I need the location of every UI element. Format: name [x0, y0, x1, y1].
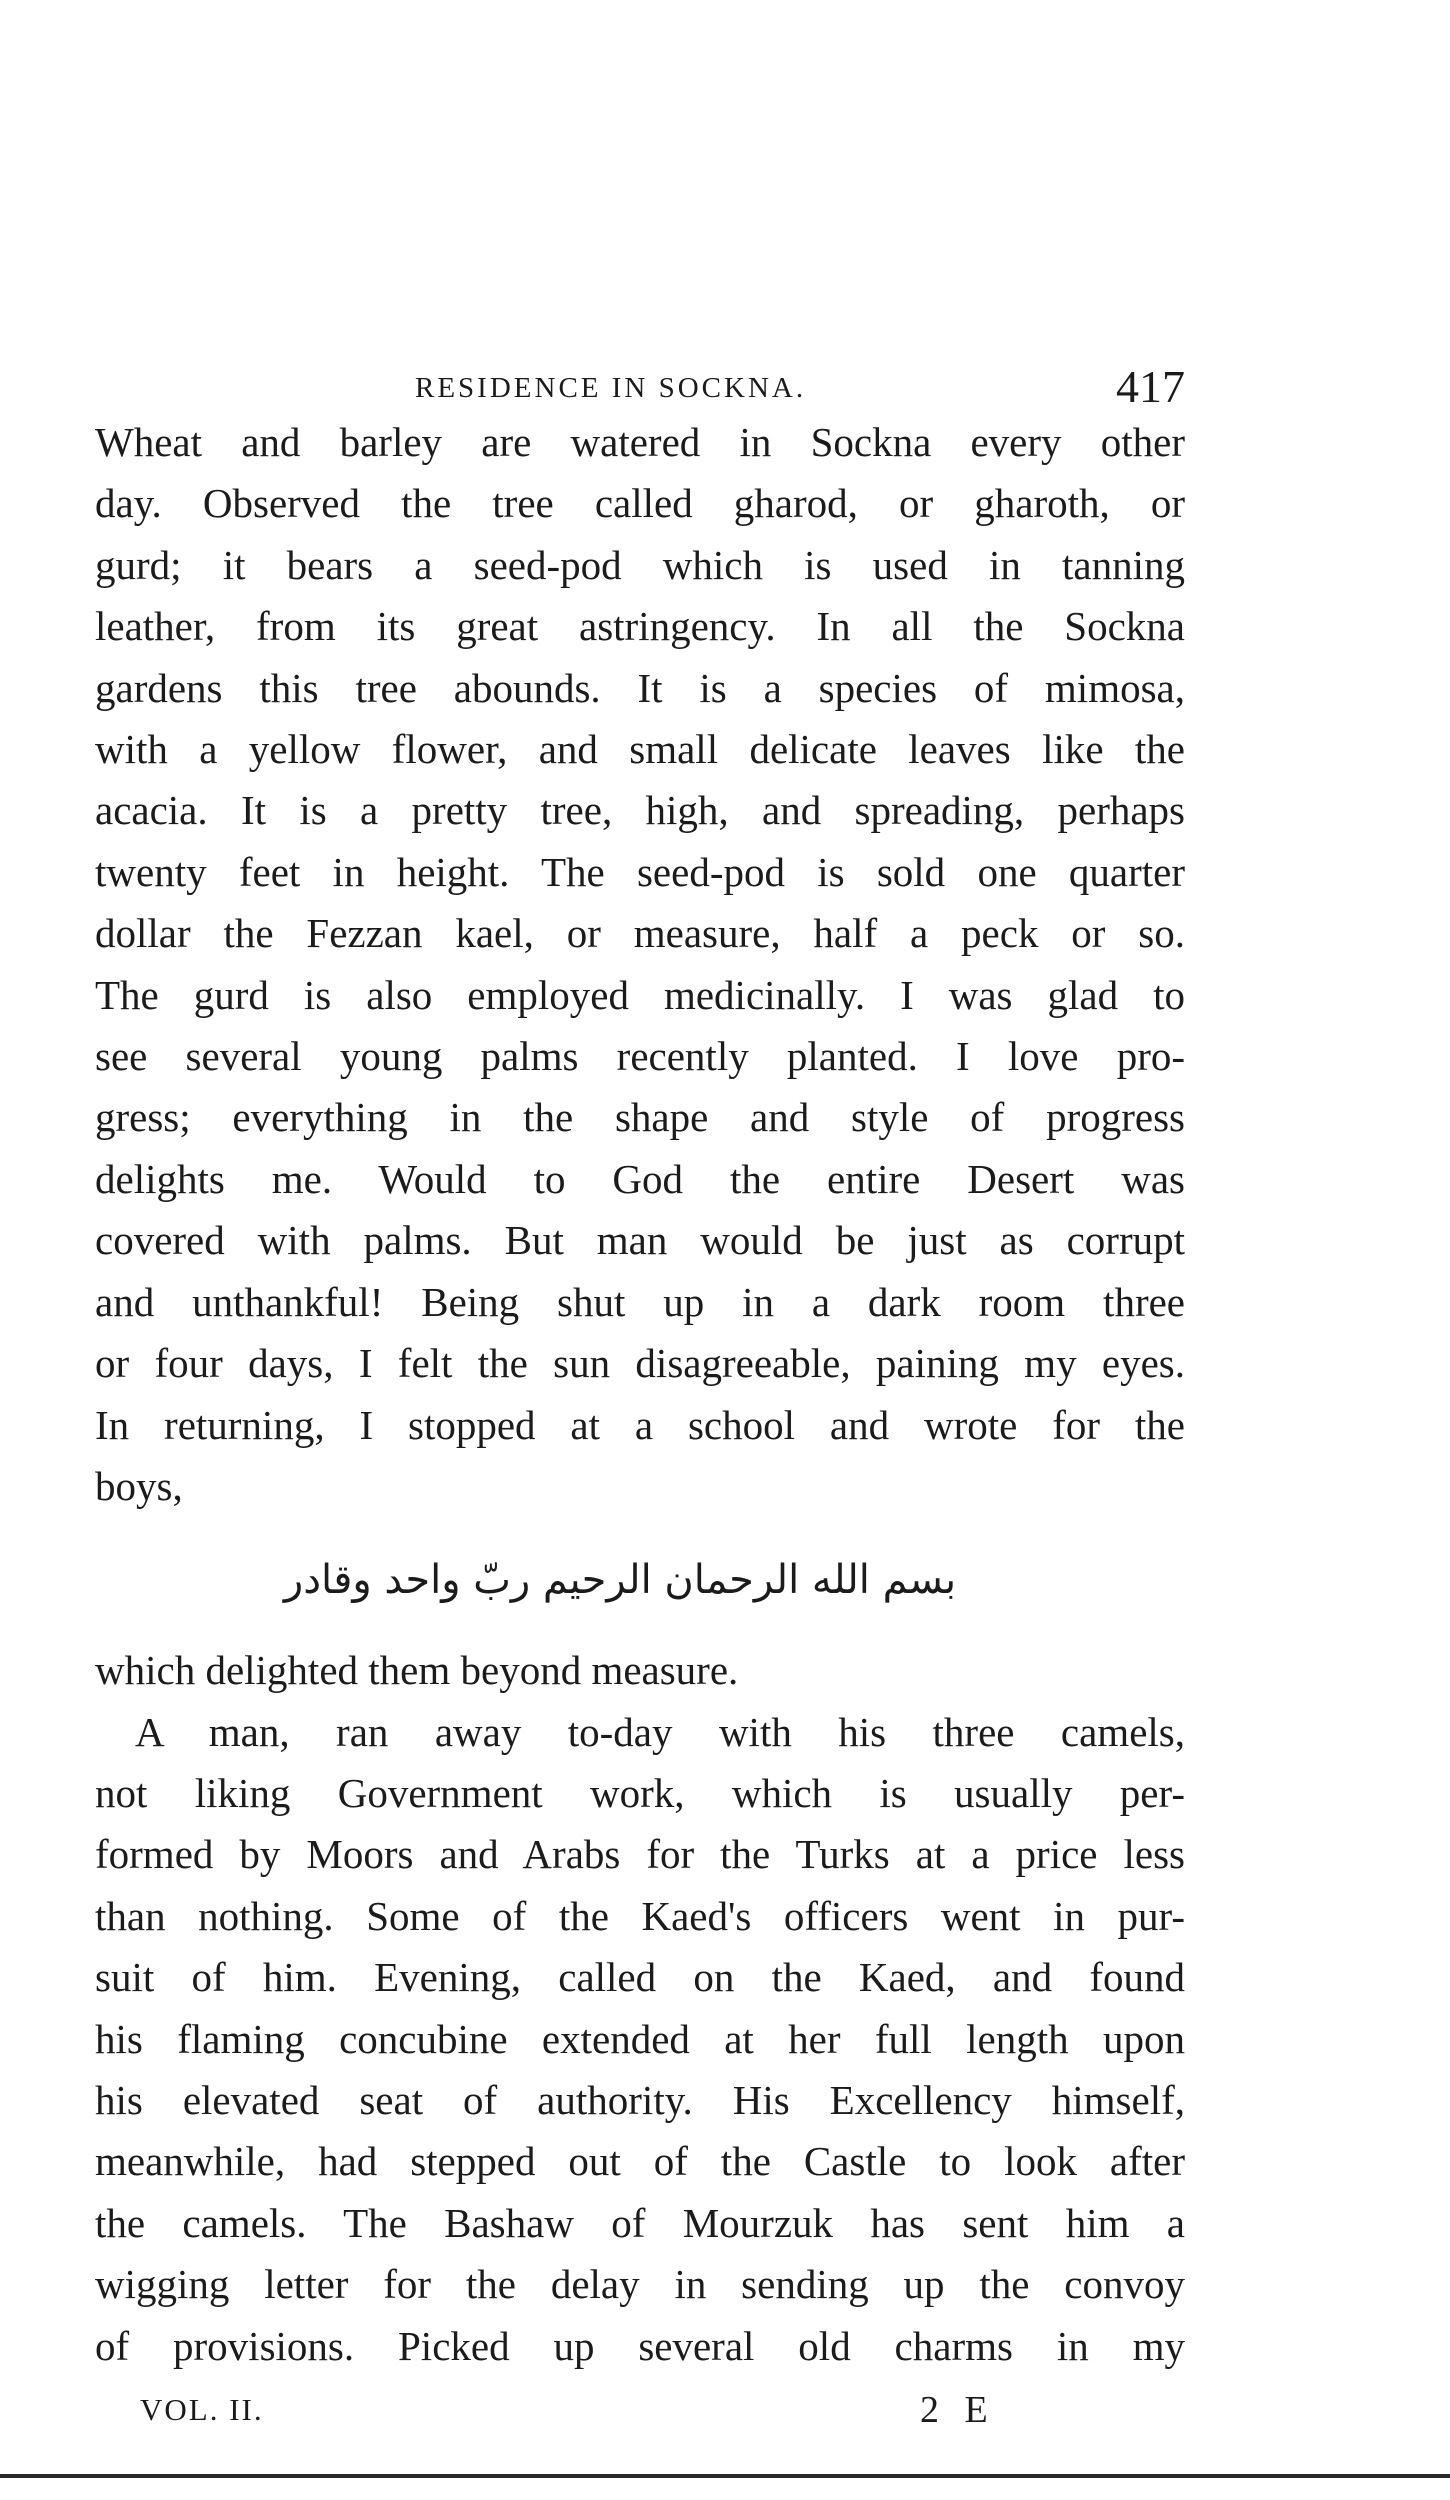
text-line: twenty feet in height. The seed-pod is sold one quarter: [95, 848, 1185, 895]
text-line: of provisions. Picked up several old charms in my: [95, 2322, 1185, 2369]
text-line: covered with palms. But man would be just as corrupt: [95, 1217, 1185, 1264]
text-line: dollar the Fezzan kael, or measure, half a peck or so.: [95, 910, 1185, 957]
text-line: gress; everything in the shape and style of progress: [95, 1094, 1185, 1141]
text-line: acacia. It is a pretty tree, high, and spreading, perhaps: [95, 787, 1185, 834]
text-line: see several young palms recently planted. I love pro-: [95, 1033, 1185, 1080]
text-line: with a yellow flower, and small delicate leaves like the: [95, 726, 1185, 773]
text-line: not liking Government work, which is usually per-: [95, 1769, 1185, 1816]
body-text: [95, 412, 1185, 2377]
text-line: day. Observed the tree called gharod, or gharoth, or: [95, 480, 1185, 527]
text-line: his flaming concubine extended at her full length upon: [95, 2015, 1185, 2062]
text-line: and unthankful! Being shut up in a dark room three: [95, 1278, 1185, 1325]
paragraph: [95, 1640, 1185, 1701]
paragraph: [95, 412, 1185, 1517]
text-line: formed by Moors and Arabs for the Turks at a price less: [95, 1831, 1185, 1878]
arabic-inscription: بسم الله الرحمان الرحيم ربّ واحد وقادر: [283, 1557, 957, 1603]
running-title: RESIDENCE IN SOCKNA.: [415, 372, 807, 404]
text-line: delights me. Would to God the entire Desert was: [95, 1155, 1185, 1202]
text-line: meanwhile, had stepped out of the Castle to look after: [95, 2138, 1185, 2185]
text-line: the camels. The Bashaw of Mourzuk has sent him a: [95, 2199, 1185, 2246]
page-footer: [140, 2389, 1080, 2442]
text-line: leather, from its great astringency. In all the Sockna: [95, 603, 1185, 650]
text-line: In returning, I stopped at a school and wrote for the: [95, 1401, 1185, 1448]
running-head: [95, 360, 1185, 420]
text-line: than nothing. Some of the Kaed's officers went in pur-: [95, 1892, 1185, 1939]
text-line: The gurd is also employed medicinally. I was glad to: [95, 971, 1185, 1018]
text-line: boys,: [95, 1462, 183, 1509]
text-line: suit of him. Evening, called on the Kaed, and found: [95, 1954, 1185, 2001]
text-line: A man, ran away to-day with his three camels,: [135, 1708, 1185, 1755]
text-line: wigging letter for the delay in sending up the convoy: [95, 2261, 1185, 2308]
bottom-rule: [0, 2474, 1450, 2478]
text-line: which delighted them beyond measure.: [95, 1647, 739, 1694]
text-line: or four days, I felt the sun disagreeable, paining my eyes.: [95, 1340, 1185, 1387]
signature-mark: 2 E: [920, 2389, 996, 2431]
page-number: 417: [1116, 361, 1185, 412]
text-line: gurd; it bears a seed-pod which is used in tanning: [95, 541, 1185, 588]
text-line: Wheat and barley are watered in Sockna every other: [95, 419, 1185, 465]
text-line: his elevated seat of authority. His Excellency himself,: [95, 2076, 1185, 2123]
paragraph: [95, 1702, 1185, 2377]
text-line: gardens this tree abounds. It is a species of mimosa,: [95, 664, 1185, 711]
volume-signature: VOL. II.: [140, 2392, 264, 2427]
